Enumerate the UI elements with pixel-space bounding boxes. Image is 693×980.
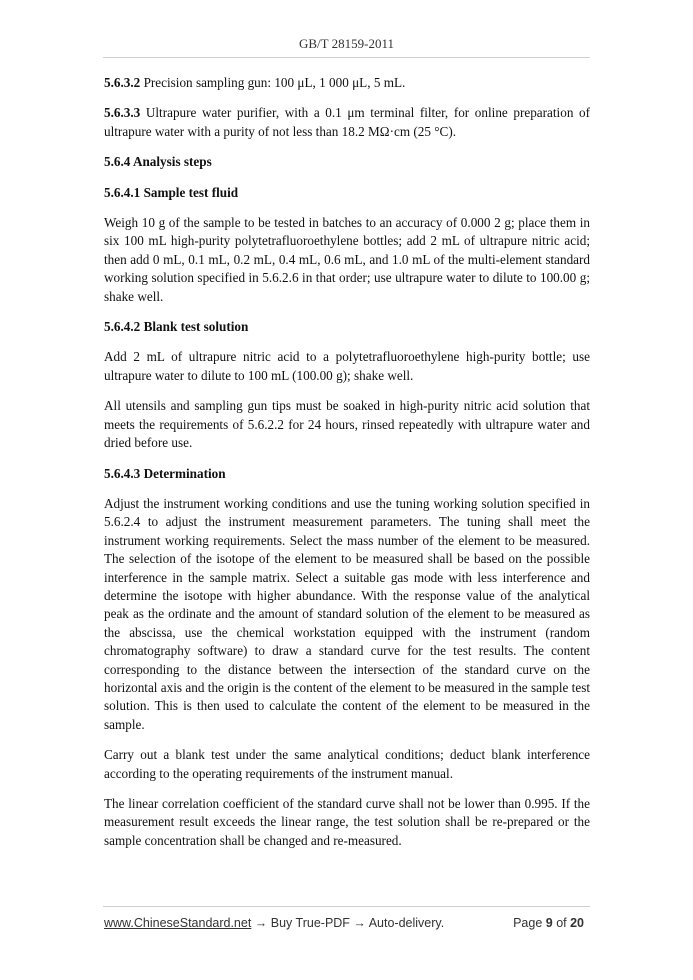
- section-heading-analysis-steps: 5.6.4 Analysis steps: [104, 154, 212, 170]
- page-label: Page: [513, 916, 546, 930]
- paragraph-utensils: All utensils and sampling gun tips must be soaked in high-purity nitric acid solution that meets the requirements of 5.6.2.2 for 24 hours, rinsed repeatedly with ultrapure water and dried before use.: [104, 398, 590, 451]
- footer-divider: [103, 906, 590, 907]
- paragraph-blank-solution: Add 2 mL of ultrapure nitric acid to a polytetrafluoroethylene high-purity bottle; use ultrapure water to dilute to 100 mL (100.00 g); shake well.: [104, 349, 590, 383]
- current-page: 9: [545, 916, 553, 930]
- page-number: [513, 916, 584, 930]
- section-heading-blank-test-solution: 5.6.4.2 Blank test solution: [104, 319, 249, 335]
- section-heading-determination: 5.6.4.3 Determination: [104, 465, 226, 481]
- clause-text: Ultrapure water purifier, with a 0.1 μm terminal filter, for online preparation of ultrapure water with a purity of not less than 18.2 MΩ·cm (25 °C).: [104, 105, 590, 139]
- footer-promo: [104, 916, 444, 930]
- paragraph-determination: Adjust the instrument working conditions and use the tuning working solution specified in 5.6.2.4 to adjust the instrument measurement parameters. The tuning shall meet the instrument working requirements. Select the mass number of the element to be measured. The selection of the isotope of the element to be measured shall be based on the possible interference in the sample matrix. Select a suitable gas mode with less interference and determine the isotope with higher abundance. With the response value of the analytical peak as the ordinate and the amount of standard solution of the element to be measured as the abscissa, use the chemical workstation equipped with the instrument (random chromatography software) to draw a standard curve for the test results. The content corresponding to the distance between the intersection of the standard curve on the horizontal axis and the origin is the content of the element to be measured in the sample test solution. This is then used to calculate the content of the element to be measured in the sample.: [104, 495, 590, 732]
- website-link[interactable]: www.ChineseStandard.net: [104, 916, 252, 930]
- paragraph-linear-correlation: The linear correlation coefficient of the standard curve shall not be lower than 0.995. If the measurement result exceeds the linear range, the test solution shall be re-prepared or the sample concentration shall be changed and re-measured.: [104, 796, 590, 848]
- promo-text: → Buy True-PDF → Auto-delivery.: [251, 916, 445, 930]
- paragraph-blank-test: Carry out a blank test under the same analytical conditions; deduct blank interference according to the operating requirements of the instrument manual.: [104, 747, 590, 781]
- clause-number: 5.6.3.3: [104, 105, 141, 121]
- clause-text: Precision sampling gun: 100 μL, 1 000 μL, 5 mL.: [140, 75, 406, 90]
- document-body: [104, 74, 590, 862]
- total-pages: 20: [570, 916, 584, 930]
- clause-5-6-3-2: [104, 74, 590, 92]
- header-divider: [103, 57, 590, 58]
- clause-number: 5.6.3.2: [104, 75, 141, 90]
- document-id-header: GB/T 28159-2011: [299, 36, 394, 51]
- clause-5-6-3-3: [104, 104, 590, 141]
- section-heading-sample-test-fluid: 5.6.4.1 Sample test fluid: [104, 184, 239, 200]
- page-of-label: of: [552, 916, 571, 930]
- paragraph-sample-preparation: Weigh 10 g of the sample to be tested in batches to an accuracy of 0.000 2 g; place them in six 100 mL high-purity polytetrafluoroethylene bottles; add 2 mL of ultrapure nitric acid; then add 0 mL, 0.1 mL, 0.2 mL, 0.4 mL, 0.6 mL, and 1.0 mL of the multi-element standard working solution specified in 5.6.2.6 in that order; use ultrapure water to dilute to 100.00 g; shake well.: [104, 215, 590, 304]
